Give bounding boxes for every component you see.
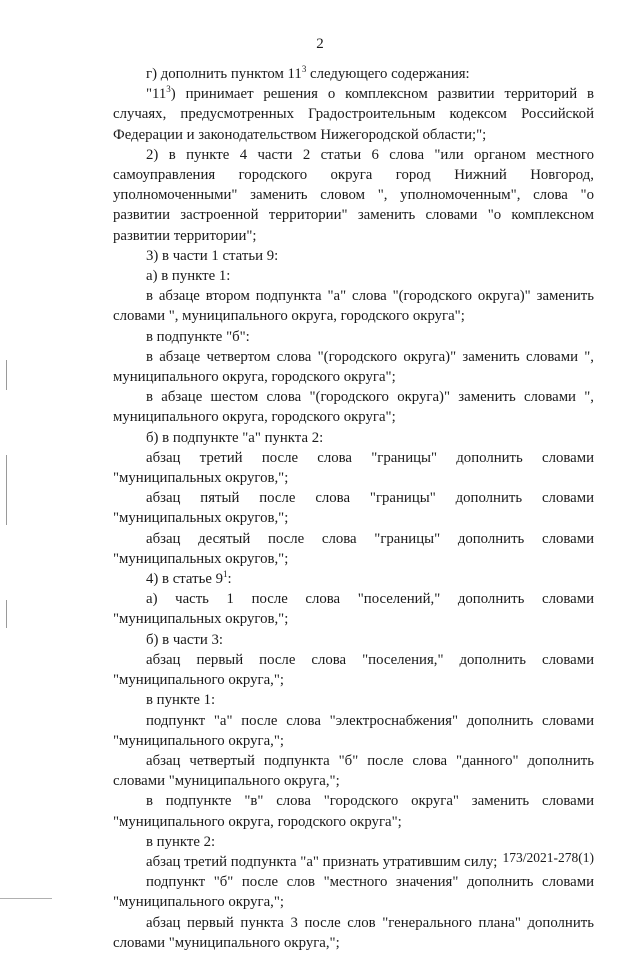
paragraph (113, 84, 594, 145)
paragraph: абзац первый после слова "поселения," дополнить словами "муниципального округа,"; (113, 651, 594, 689)
paragraph-text: следующего содержания: (306, 66, 470, 82)
paragraph-text: 4) в статье 9 (146, 571, 223, 588)
paragraph: абзац третий после слова "границы" дополнить словами "муниципальных округов,"; (113, 449, 594, 487)
scan-margin-mark (6, 360, 7, 390)
paragraph: абзац третий подпункта "а" признать утратившим силу; (146, 853, 498, 870)
paragraph: в пункте 2: (146, 833, 216, 850)
paragraph: абзац первый пункта 3 после слов "генерального плана" дополнить словами "муниципального округа,"; (113, 914, 594, 951)
document-body (113, 64, 594, 953)
paragraph: б) в части 3: (146, 631, 224, 648)
paragraph: а) часть 1 после слова "поселений," дополнить словами "муниципальных округов,"; (113, 591, 594, 628)
page-number: 2 (316, 36, 324, 52)
scan-edge-line (0, 898, 52, 899)
paragraph-text: "11 (146, 86, 167, 103)
paragraph (113, 64, 594, 84)
paragraph: б) в подпункте "а" пункта 2: (146, 429, 324, 446)
paragraph-text: г) дополнить пунктом 11 (146, 66, 302, 82)
document-code: 173/2021-278(1) (502, 850, 594, 865)
paragraph: подпункт "а" после слова "электроснабжения" дополнить словами "муниципального округа,"; (113, 712, 594, 749)
paragraph: а) в пункте 1: (146, 268, 231, 285)
scan-margin-mark (6, 600, 7, 628)
paragraph: в абзаце втором подпункта "а" слова "(городского округа)" заменить словами ", муниципального округа, городского округа"; (113, 288, 594, 325)
scan-margin-mark (6, 455, 7, 525)
paragraph: подпункт "б" после слов "местного значения" дополнить словами "муниципального округа,"; (113, 874, 594, 911)
paragraph: в подпункте "б": (146, 328, 250, 345)
paragraph: в абзаце четвертом слова "(городского округа)" заменить словами ", муниципального округа, городского округа"; (113, 348, 594, 386)
paragraph: абзац десятый после слова "границы" дополнить словами "муниципальных округов,"; (113, 530, 594, 567)
paragraph-text: ) принимает решения о комплексном развитии территорий в случаях, предусмотренных Градостроительным кодексом Российской Федерации и законодательством Нижегородской области;"; (113, 86, 594, 143)
paragraph (113, 569, 594, 589)
superscript: 3 (166, 84, 171, 95)
paragraph: в подпункте "в" слова "городского округа" заменить словами "муниципального округа, городского округа"; (113, 793, 594, 830)
paragraph: 2) в пункте 4 части 2 статьи 6 слова "или органом местного самоуправления городского округа город Нижний Новгород, уполномоченными" заменить словом ", уполномоченным", слова "о развитии застроенной территории" заменить словами "о комплексном развитии территории"; (113, 146, 594, 244)
superscript: 3 (301, 64, 307, 74)
paragraph: в пункте 1: (146, 692, 216, 709)
paragraph: абзац пятый после слова "границы" дополнить словами "муниципальных округов,"; (113, 490, 594, 527)
paragraph: в абзаце шестом слова "(городского округа)" заменить словами ", муниципального округа, городского округа"; (113, 389, 594, 426)
paragraph: 3) в части 1 статьи 9: (146, 247, 279, 264)
superscript: 1 (223, 569, 228, 580)
paragraph-text: : (227, 571, 232, 588)
paragraph: абзац четвертый подпункта "б" после слова "данного" дополнить словами "муниципального округа,"; (113, 752, 594, 790)
